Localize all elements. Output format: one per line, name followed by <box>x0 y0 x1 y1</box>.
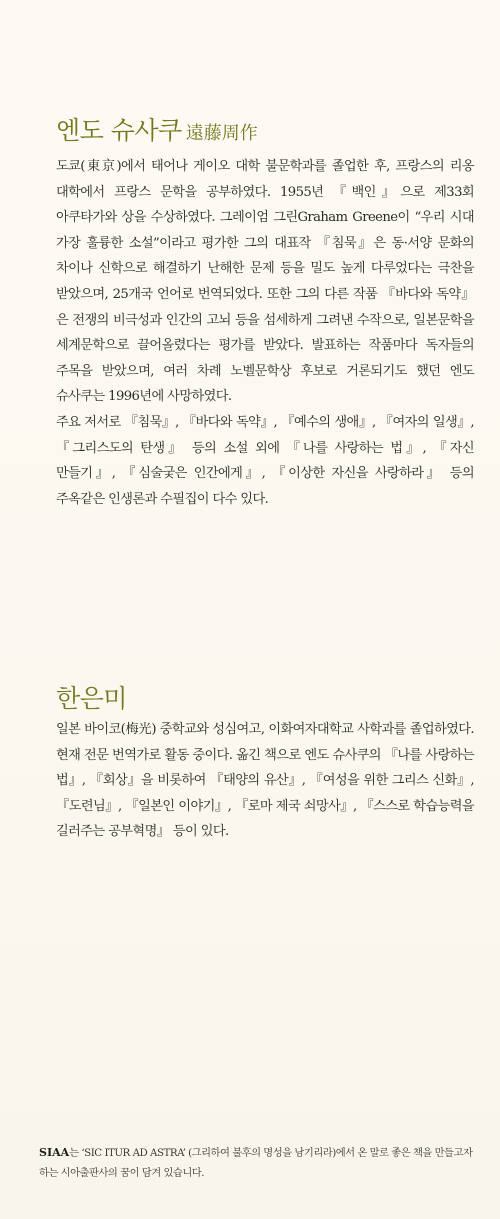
author-works-paragraph: 주요 저서로 『침묵』, 『바다와 독약』, 『예수의 생애』, 『여자의 일생』, 『그리스도의 탄생』 등의 소설 외에 『나를 사랑하는 법』, 『자신 만들기』, 『심술궂은 인간에게』, 『이상한 자신을 사랑하라』 등의 주옥같은 인생론과 수필집이 다수 있다. <box>56 414 474 507</box>
author-heading <box>56 116 474 149</box>
translator-name: 한은미 <box>56 684 127 713</box>
translator-section <box>56 684 474 845</box>
author-name-hanja: 遠藤周作 <box>185 123 258 144</box>
author-section <box>56 116 474 512</box>
siaa-label: SIAA <box>39 1146 70 1159</box>
author-bio-paragraph: 도쿄(東京)에서 태어나 게이오 대학 불문학과를 졸업한 후, 프랑스의 리옹 대학에서 프랑스 문학을 공부하였다. 1955년 『백인』으로 제33회 아쿠타가와 상을 수상하였다. 그레이엄 그린Graham Greene이 “우리 시대 가장 훌륭한 소설”이라고 평가한 그의 대표작 『침묵』은 동·서양 문화의 차이나 신학으로 해결하기 난해한 문제 등을 밀도 높게 다루었다는 극찬을 받았으며, 25개국 언어로 번역되었다. 또한 그의 다른 작품 『바다와 독약』은 전쟁의 비극성과 인간의 고뇌 등을 섬세하게 그려낸 수작으로, 일본문학을 세계문학으로 끌어올렸다는 평가를 받았다. 발표하는 작품마다 독자들의 주목을 받았으며, 여러 차례 노벨문학상 후보로 거론되기도 했던 엔도 슈사쿠는 1996년에 사망하였다. <box>56 159 474 405</box>
publisher-footer-note <box>39 1143 484 1183</box>
translator-heading <box>56 684 474 714</box>
author-name: 엔도 슈사쿠 <box>56 116 182 145</box>
footer-text: 는 ‘SIC ITUR AD ASTRA’ (그리하여 불후의 명성을 남기리라)에서 온 말로 좋은 책을 만들고자 하는 시아출판사의 꿈이 담겨 있습니다. <box>39 1147 473 1179</box>
translator-bio-paragraph: 일본 바이코(梅光) 중학교와 성심여고, 이화여자대학교 사학과를 졸업하였다. 현재 전문 번역가로 활동 중이다. 옮긴 책으로 엔도 슈사쿠의 『나를 사랑하는 법』, 『회상』을 비롯하여 『태양의 유산』, 『여성을 위한 그리스 신화』, 『도련님』, 『일본인 이야기』, 『로마 제국 쇠망사』, 『스스로 학습능력을 길러주는 공부혁명』 등이 있다. <box>56 722 474 840</box>
